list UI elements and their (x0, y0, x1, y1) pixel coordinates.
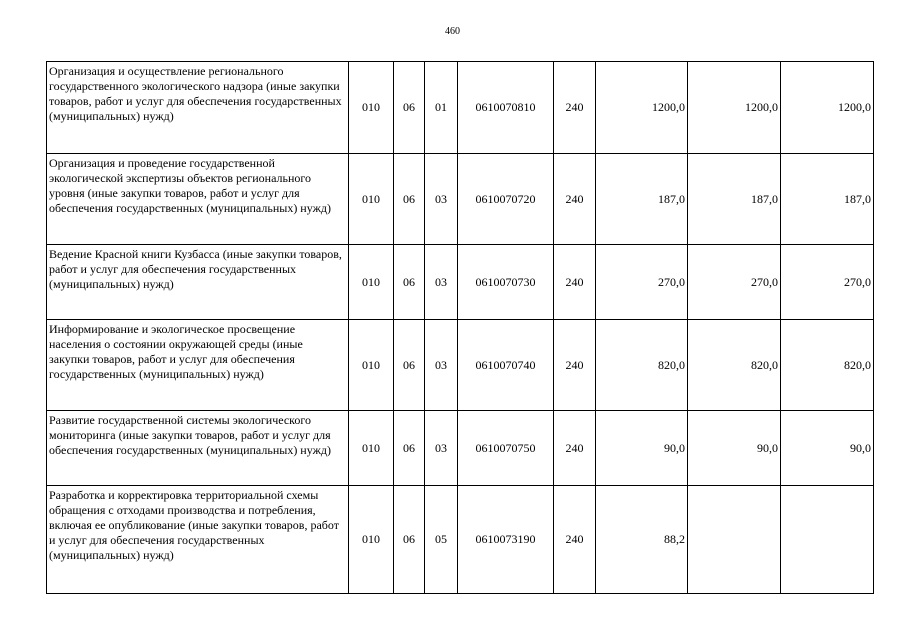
subsection-code: 03 (425, 245, 458, 320)
section-code: 06 (394, 154, 425, 245)
target-article-code: 0610070730 (458, 245, 554, 320)
ministry-code: 010 (349, 154, 394, 245)
table-row (47, 245, 874, 320)
table-row (47, 154, 874, 245)
subsection-code: 05 (425, 486, 458, 594)
amount-year-1: 90,0 (596, 411, 688, 486)
section-code: 06 (394, 62, 425, 154)
expense-type-code: 240 (554, 411, 596, 486)
amount-year-1: 187,0 (596, 154, 688, 245)
target-article-code: 0610073190 (458, 486, 554, 594)
section-code: 06 (394, 320, 425, 411)
expense-description: Организация и осуществление регионального государственного экологического надзора (иные закупки товаров, работ и услуг для обеспечения государственных (муниципальных) нужд) (47, 62, 349, 154)
expense-type-code: 240 (554, 486, 596, 594)
amount-year-2 (688, 486, 781, 594)
amount-year-3: 820,0 (781, 320, 874, 411)
amount-year-3: 1200,0 (781, 62, 874, 154)
amount-year-1: 88,2 (596, 486, 688, 594)
target-article-code: 0610070750 (458, 411, 554, 486)
ministry-code: 010 (349, 62, 394, 154)
expense-description: Ведение Красной книги Кузбасса (иные закупки товаров, работ и услуг для обеспечения государственных (муниципальных) нужд) (47, 245, 349, 320)
table-row (47, 320, 874, 411)
expense-description: Информирование и экологическое просвещение населения о состоянии окружающей среды (иные закупки товаров, работ и услуг для обеспечения государственных (муниципальных) нужд) (47, 320, 349, 411)
amount-year-3 (781, 486, 874, 594)
amount-year-1: 820,0 (596, 320, 688, 411)
expense-description: Разработка и корректировка территориальной схемы обращения с отходами производства и потребления, включая ее опубликование (иные закупки товаров, работ и услуг для обеспечения государственных (муниципальных) нужд) (47, 486, 349, 594)
amount-year-3: 187,0 (781, 154, 874, 245)
subsection-code: 03 (425, 154, 458, 245)
amount-year-3: 270,0 (781, 245, 874, 320)
expense-type-code: 240 (554, 62, 596, 154)
ministry-code: 010 (349, 411, 394, 486)
table-row (47, 411, 874, 486)
section-code: 06 (394, 411, 425, 486)
expense-description: Организация и проведение государственной экологической экспертизы объектов регионального уровня (иные закупки товаров, работ и услуг для обеспечения государственных (муниципальных) нужд) (47, 154, 349, 245)
section-code: 06 (394, 486, 425, 594)
budget-table-body (47, 62, 874, 594)
amount-year-1: 270,0 (596, 245, 688, 320)
amount-year-2: 820,0 (688, 320, 781, 411)
subsection-code: 03 (425, 320, 458, 411)
expense-type-code: 240 (554, 245, 596, 320)
table-row (47, 486, 874, 594)
amount-year-1: 1200,0 (596, 62, 688, 154)
ministry-code: 010 (349, 486, 394, 594)
amount-year-3: 90,0 (781, 411, 874, 486)
expense-type-code: 240 (554, 320, 596, 411)
section-code: 06 (394, 245, 425, 320)
ministry-code: 010 (349, 320, 394, 411)
budget-table (46, 61, 874, 594)
target-article-code: 0610070740 (458, 320, 554, 411)
expense-type-code: 240 (554, 154, 596, 245)
subsection-code: 01 (425, 62, 458, 154)
table-row (47, 62, 874, 154)
amount-year-2: 187,0 (688, 154, 781, 245)
amount-year-2: 1200,0 (688, 62, 781, 154)
ministry-code: 010 (349, 245, 394, 320)
page-number: 460 (445, 26, 460, 37)
target-article-code: 0610070720 (458, 154, 554, 245)
subsection-code: 03 (425, 411, 458, 486)
amount-year-2: 270,0 (688, 245, 781, 320)
amount-year-2: 90,0 (688, 411, 781, 486)
expense-description: Развитие государственной системы экологического мониторинга (иные закупки товаров, работ и услуг для обеспечения государственных (муниципальных) нужд) (47, 411, 349, 486)
target-article-code: 0610070810 (458, 62, 554, 154)
